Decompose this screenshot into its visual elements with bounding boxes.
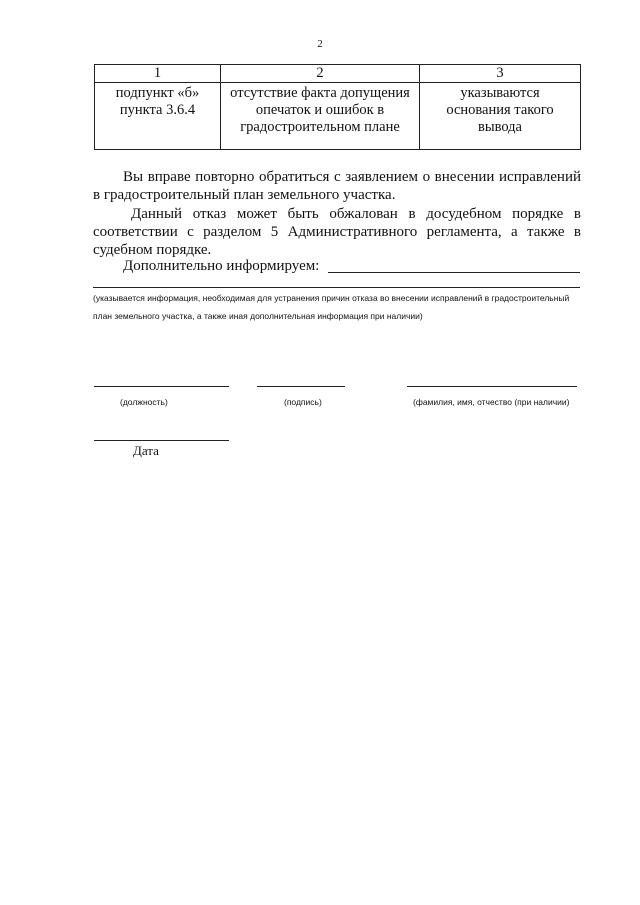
additional-info-note: (указывается информация, необходимая для устранения причин отказа во внесении исправлений в градостроительный план земельного участка, а также иная дополнительная информация при наличии) (93, 293, 570, 321)
name-caption: (фамилия, имя, отчество (при наличии) (413, 397, 570, 407)
name-signature-line (407, 374, 577, 387)
additional-info-fill-line-2 (93, 272, 580, 288)
table-header-row (95, 65, 581, 83)
info-table (94, 64, 581, 150)
appeal-paragraph: Данный отказ может быть обжалован в досудебном порядке в соответствии с разделом 5 Административного регламента, а также в судебном порядке. (93, 206, 581, 258)
reapply-paragraph: Вы вправе повторно обратиться с заявлением о внесении исправлений в градостроительный план земельного участка. (93, 169, 581, 203)
table-cell-subclause: подпункт «б» пункта 3.6.4 (95, 83, 221, 150)
table-cell-reason: отсутствие факта допущения опечаток и ошибок в градостроительном плане (221, 83, 420, 150)
table-cell-explanation: указываются основания такого вывода (420, 83, 581, 150)
date-label: Дата (133, 443, 159, 458)
signature-line (257, 374, 345, 387)
position-caption: (должность) (120, 397, 168, 407)
table-header-cell: 3 (420, 65, 581, 83)
additional-info-label: Дополнительно информируем: (123, 258, 320, 274)
additional-info-fill-line (328, 256, 580, 273)
page-number: 2 (317, 38, 323, 50)
table-row (95, 83, 581, 150)
table-header-cell: 2 (221, 65, 420, 83)
position-signature-line (94, 374, 229, 387)
table-header-cell: 1 (95, 65, 221, 83)
date-line (94, 428, 229, 441)
signature-caption: (подпись) (284, 397, 322, 407)
